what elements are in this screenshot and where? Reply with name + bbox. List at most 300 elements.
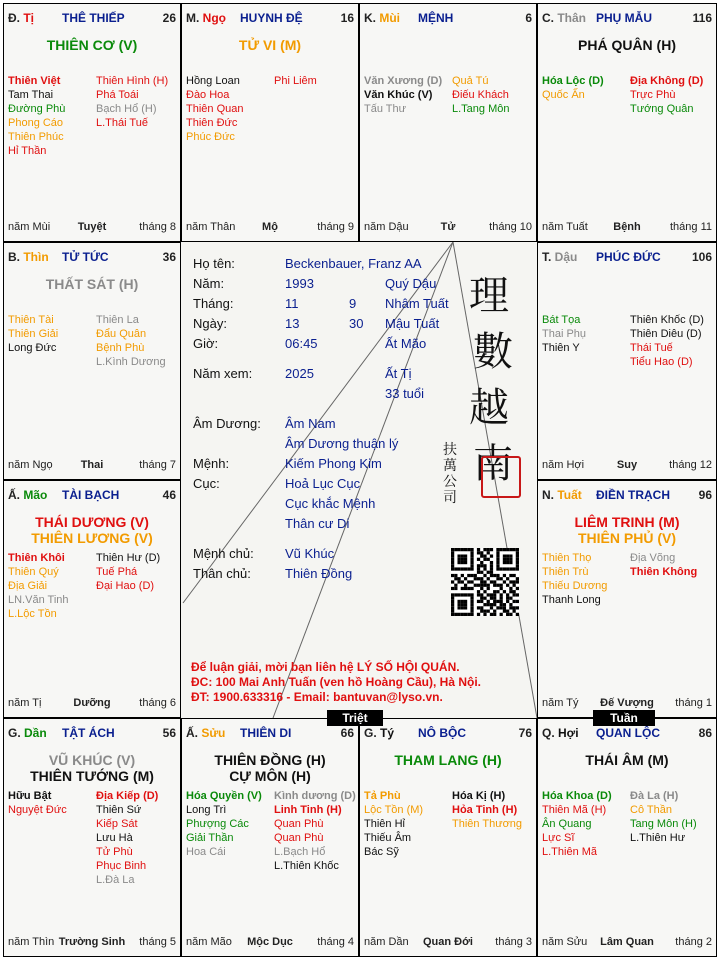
star-item: Thiên Quý: [8, 566, 59, 578]
palace-footer: [8, 221, 176, 235]
info-label: Họ tên:: [193, 256, 235, 271]
minor-stars-right: [274, 74, 317, 88]
palace-footer: [542, 459, 712, 473]
life-stage: Suy: [616, 459, 638, 471]
branch-label: N. Tuất: [542, 488, 582, 502]
palace-name: ĐIỀN TRẠCH: [596, 488, 670, 502]
star-item: Thiên Giải: [8, 328, 59, 340]
star-item: Hữu Bật: [8, 790, 52, 802]
info-value: Cục khắc Mệnh: [285, 496, 376, 511]
star-item: Cô Thần: [630, 804, 672, 816]
calligraphy-char: 南: [473, 441, 513, 487]
star-item: Phục Binh: [96, 860, 147, 872]
star-item: Linh Tinh (H): [274, 804, 342, 816]
main-star: THÁI DƯƠNG (V): [35, 514, 149, 530]
star-item: Thiên Quan: [186, 103, 244, 115]
star-item: Hồng Loan: [186, 75, 240, 87]
qr-code-image: [451, 548, 519, 616]
palace-name: NÔ BỘC: [418, 726, 466, 740]
main-star: THAM LANG (H): [394, 752, 502, 768]
star-item: Thiên Phúc: [8, 131, 64, 143]
palace-cell-mui: [359, 3, 537, 242]
star-item: Đẩu Quân: [96, 328, 147, 340]
branch-label: M. Ngọ: [186, 11, 226, 25]
palace-footer: [542, 697, 712, 711]
info-value: 13: [285, 316, 300, 331]
main-star: CỰ MÔN (H): [229, 768, 311, 784]
palace-header: [542, 488, 712, 504]
star-item: Văn Xương (D): [364, 75, 443, 87]
info-label: Cục:: [193, 476, 220, 491]
star-item: L.Đà La: [96, 874, 135, 886]
info-value: Âm Nam: [285, 416, 336, 431]
info-row: [193, 334, 433, 354]
star-item: Đào Hoa: [186, 89, 230, 101]
palace-age: 66: [340, 726, 354, 740]
minor-stars-left: [8, 551, 69, 621]
info-value: Kiếm Phong Kim: [285, 456, 382, 471]
info-value: 1993: [285, 276, 314, 291]
palace-name: THÊ THIẾP: [62, 11, 125, 25]
palace-age: 116: [692, 11, 712, 25]
minor-stars-left: [8, 789, 67, 817]
palace-header: [8, 488, 176, 504]
main-star: THIÊN ĐỒNG (H): [214, 752, 326, 768]
palace-name: HUYNH ĐỆ: [240, 11, 303, 25]
branch-label: G. Dần: [8, 726, 47, 740]
year-label: năm Hợi: [542, 459, 585, 471]
info-value: 06:45: [285, 336, 318, 351]
month-label: tháng 11: [669, 221, 712, 233]
palace-age: 96: [698, 488, 712, 502]
month-label: tháng 9: [317, 221, 354, 233]
palace-cell-tuat: [537, 480, 717, 718]
contact-info: [191, 660, 481, 705]
star-item: L.Thái Tuế: [96, 117, 148, 129]
calligraphy-char: 越: [469, 385, 509, 431]
star-item: Thiên Hỉ: [364, 818, 405, 830]
info-label: Ngày:: [193, 316, 227, 331]
year-label: năm Mùi: [8, 221, 51, 233]
triet-marker: Triệt: [327, 710, 383, 726]
star-item: L.Kình Dương: [96, 356, 166, 368]
palace-age: 36: [162, 250, 176, 264]
center-info-panel: [181, 242, 537, 718]
palace-header: [542, 250, 712, 266]
branch-label: Đ. Tị: [8, 11, 35, 25]
palace-header: [186, 726, 354, 742]
palace-name: TẬT ÁCH: [62, 726, 115, 740]
palace-name: THIÊN DI: [240, 726, 292, 740]
info-label: Năm:: [193, 276, 225, 291]
star-item: Thiên Đức: [186, 117, 238, 129]
star-item: Quốc Ấn: [542, 89, 585, 101]
palace-header: [542, 11, 712, 27]
minor-stars-right: [96, 789, 158, 887]
year-label: năm Tị: [8, 697, 42, 709]
star-item: Hóa Lộc (D): [542, 75, 604, 87]
info-row: [193, 364, 433, 384]
star-item: Thái Tuế: [630, 342, 673, 354]
palace-age: 16: [340, 11, 354, 25]
palace-footer: [186, 936, 354, 950]
branch-label: B. Thìn: [8, 250, 49, 264]
minor-stars-left: [186, 74, 243, 144]
info-row: [193, 494, 433, 514]
info-label: Thân chủ:: [193, 566, 251, 581]
minor-stars-right: [452, 789, 522, 831]
star-item: Thiên Không: [630, 566, 698, 578]
year-label: năm Thân: [186, 221, 236, 233]
star-item: Bạch Hổ (H): [96, 103, 157, 115]
star-item: Địa Giải: [8, 580, 48, 592]
palace-age: 86: [698, 726, 712, 740]
star-item: Tang Môn (H): [630, 818, 697, 830]
minor-stars-right: [630, 74, 703, 116]
palace-header: [364, 11, 532, 27]
palace-name: TỬ TỨC: [62, 250, 109, 264]
year-label: năm Mão: [186, 936, 232, 948]
star-item: Lộc Tồn (M): [364, 804, 424, 816]
palace-footer: [8, 936, 176, 950]
star-item: Phúc Đức: [186, 131, 235, 143]
palace-cell-ti: [3, 3, 181, 242]
star-item: Thai Phụ: [542, 328, 587, 340]
star-item: Đà La (H): [630, 790, 679, 802]
palace-cell-mao: [3, 480, 181, 718]
info-value: Hoả Lục Cục: [285, 476, 361, 491]
minor-stars-right: [630, 551, 697, 579]
minor-stars-right: [96, 74, 168, 130]
palace-footer: [186, 221, 354, 235]
info-row: [193, 544, 433, 564]
star-item: Tấu Thư: [364, 103, 407, 115]
main-star: THIÊN TƯỚNG (M): [30, 768, 154, 784]
palace-footer: [364, 221, 532, 235]
palace-age: 76: [518, 726, 532, 740]
info-value: 33 tuổi: [385, 386, 425, 401]
star-item: Hỏa Tinh (H): [452, 804, 518, 816]
palace-name: QUAN LỘC: [596, 726, 660, 740]
palace-footer: [8, 697, 176, 711]
star-item: L.Thiên Mã: [542, 846, 598, 858]
info-label: Giờ:: [193, 336, 219, 351]
star-item: Đường Phù: [8, 103, 66, 115]
palace-cell-thin: [3, 242, 181, 480]
month-label: tháng 4: [317, 936, 354, 948]
star-item: Tam Thai: [8, 89, 54, 101]
info-row: [193, 434, 433, 454]
life-stage: Tuyệt: [77, 221, 107, 233]
life-stage: Bệnh: [613, 221, 641, 233]
main-star: THIÊN CƠ (V): [46, 37, 138, 53]
year-label: năm Thìn: [8, 936, 55, 948]
palace-name: PHỤ MẪU: [596, 11, 652, 25]
star-item: L.Thiên Khốc: [274, 860, 339, 872]
branch-label: Q. Hợi: [542, 726, 579, 740]
info-row: [193, 514, 433, 534]
info-value: 2025: [285, 366, 314, 381]
month-label: tháng 6: [139, 697, 176, 709]
contact-phone-email[interactable]: ĐT: 1900.633316 - Email: bantuvan@lyso.vn.: [191, 690, 443, 704]
year-label: năm Dậu: [364, 221, 409, 233]
main-star: THIÊN LƯƠNG (V): [31, 530, 153, 546]
branch-label: Ấ. Mão: [8, 488, 48, 502]
star-item: Văn Khúc (V): [364, 89, 433, 101]
star-item: Tuế Phá: [96, 566, 138, 578]
star-item: Quả Tú: [452, 75, 489, 87]
star-item: Trực Phù: [630, 89, 676, 101]
info-value: Nhâm Tuất: [385, 296, 449, 311]
minor-stars-left: [364, 74, 442, 116]
minor-stars-left: [542, 789, 612, 859]
info-row: [193, 414, 433, 434]
star-item: Thiên Thọ: [542, 552, 592, 564]
info-value: 9: [349, 296, 357, 311]
minor-stars-right: [274, 789, 356, 873]
star-item: Phượng Các: [186, 818, 249, 830]
minor-stars-left: [542, 551, 607, 607]
star-item: Giải Thần: [186, 832, 234, 844]
branch-label: C. Thân: [542, 11, 587, 25]
month-label: tháng 2: [675, 936, 712, 948]
branch-label: K. Mùi: [364, 11, 401, 25]
minor-stars-left: [186, 789, 262, 859]
info-value: Mậu Tuất: [385, 316, 440, 331]
star-item: Ân Quang: [542, 818, 592, 830]
star-item: Hóa Kị (H): [452, 790, 506, 802]
star-item: Đại Hao (D): [96, 580, 155, 592]
info-row: [193, 564, 433, 584]
star-item: Điếu Khách: [452, 89, 509, 101]
star-item: Địa Không (D): [630, 75, 704, 87]
star-item: L.Tang Môn: [452, 103, 510, 115]
minor-stars-left: [542, 74, 604, 102]
info-label: Mệnh:: [193, 456, 230, 471]
info-row: [193, 454, 433, 474]
main-star: TỬ VI (M): [238, 37, 302, 53]
star-item: Thiên Diêu (D): [630, 328, 702, 340]
palace-cell-than: [537, 3, 717, 242]
star-item: Thiên Việt: [8, 75, 61, 87]
minor-stars-left: [8, 313, 58, 355]
star-item: Nguyệt Đức: [8, 804, 67, 816]
calligraphy-char: 理: [469, 273, 509, 319]
minor-stars-left: [542, 313, 586, 355]
month-label: tháng 12: [669, 459, 712, 471]
star-item: Hóa Quyền (V): [186, 790, 262, 802]
tuan-marker: Tuần: [593, 710, 655, 726]
info-value: Ất Mão: [385, 336, 427, 351]
star-item: Thiên Hư (D): [96, 552, 161, 564]
info-value: 30: [349, 316, 364, 331]
seal-text: 扶 萬 公 司: [443, 442, 457, 506]
month-label: tháng 10: [489, 221, 532, 233]
info-row: [193, 294, 449, 314]
palace-cell-dau: [537, 242, 717, 480]
star-item: Bác Sỹ: [364, 846, 399, 858]
star-item: Kiếp Sát: [96, 818, 138, 830]
minor-stars-left: [364, 789, 423, 859]
star-item: Lưu Hà: [96, 832, 133, 844]
info-row: [193, 384, 433, 404]
contact-address: ĐC: 100 Mai Anh Tuấn (ven hồ Hoàng Cầu), Hà Nội.: [191, 675, 482, 689]
star-item: L.Thiên Hư: [630, 832, 686, 844]
contact-line: Để luận giải, mời bạn liên hệ LÝ SỐ HỘI QUÁN.: [191, 660, 460, 674]
star-item: Thiên La: [96, 314, 139, 326]
info-value: Vũ Khúc: [285, 546, 335, 561]
minor-stars-right: [96, 551, 160, 593]
main-star: LIÊM TRINH (M): [574, 514, 680, 530]
info-row: [193, 314, 440, 334]
info-row: [193, 474, 433, 494]
star-item: Thiên Mã (H): [542, 804, 607, 816]
life-stage: Tử: [440, 221, 456, 233]
info-row: [193, 274, 437, 294]
life-stage: Mộc Dục: [247, 936, 293, 948]
info-value: Thiên Đồng: [285, 566, 353, 581]
star-item: Thiên Hình (H): [96, 75, 169, 87]
star-item: Quan Phù: [274, 818, 324, 830]
info-label: Tháng:: [193, 296, 234, 311]
palace-footer: [364, 936, 532, 950]
palace-header: [542, 726, 712, 742]
palace-name: PHÚC ĐỨC: [596, 250, 661, 264]
palace-header: [8, 11, 176, 27]
palace-age: 26: [162, 11, 176, 25]
palace-name: TÀI BẠCH: [62, 488, 120, 502]
life-stage: Trường Sinh: [58, 936, 126, 948]
year-label: năm Dần: [364, 936, 409, 948]
palace-cell-suu: [181, 718, 359, 957]
palace-header: [8, 250, 176, 266]
palace-footer: [8, 459, 176, 473]
star-item: LN.Văn Tinh: [8, 594, 69, 606]
month-label: tháng 7: [139, 459, 176, 471]
star-item: Quan Phù: [274, 832, 324, 844]
year-label: năm Tý: [542, 697, 579, 709]
palace-cell-hoi: [537, 718, 717, 957]
minor-stars-left: [8, 74, 65, 158]
palace-header: [364, 726, 532, 742]
palace-cell-dan: [3, 718, 181, 957]
star-item: Bát Tọa: [542, 314, 581, 326]
star-item: Tướng Quân: [630, 103, 694, 115]
calligraphy-char: 數: [473, 329, 513, 375]
info-label: Năm xem:: [193, 366, 253, 381]
branch-label: G. Tý: [364, 726, 395, 740]
palace-footer: [542, 221, 712, 235]
star-item: Thiếu Dương: [542, 580, 608, 592]
palace-cell-ngo: [181, 3, 359, 242]
star-item: Long Đức: [8, 342, 57, 354]
palace-name: MỆNH: [418, 11, 454, 25]
main-star: THẤT SÁT (H): [45, 276, 139, 292]
info-value: Thân cư Di: [285, 516, 350, 531]
life-stage: Đế Vượng: [600, 697, 654, 709]
star-item: Lực Sĩ: [542, 832, 575, 844]
star-item: Bệnh Phù: [96, 342, 145, 354]
main-star: THIÊN PHỦ (V): [578, 530, 676, 546]
life-stage: Mộ: [262, 221, 278, 233]
life-stage: Thai: [80, 459, 104, 471]
branch-label: Ấ. Sửu: [186, 726, 226, 740]
info-value: Ất Tị: [385, 366, 412, 381]
month-label: tháng 1: [675, 697, 712, 709]
minor-stars-right: [630, 313, 704, 369]
star-item: Phá Toái: [96, 89, 139, 101]
life-stage: Lâm Quan: [600, 936, 654, 948]
star-item: Địa Võng: [630, 552, 676, 564]
star-item: Kình dương (D): [274, 790, 356, 802]
year-label: năm Tuất: [542, 221, 588, 233]
star-item: Tả Phù: [364, 790, 401, 802]
star-item: Thiên Y: [542, 342, 580, 354]
star-item: Phi Liêm: [274, 75, 317, 87]
star-item: Thiên Sứ: [96, 804, 142, 816]
year-label: năm Ngọ: [8, 459, 53, 471]
star-item: Thiếu Âm: [364, 832, 412, 844]
month-label: tháng 3: [495, 936, 532, 948]
info-value: Quý Dậu: [385, 276, 437, 291]
palace-age: 46: [162, 488, 176, 502]
star-item: Tiểu Hao (D): [630, 356, 693, 368]
life-stage: Quan Đới: [423, 936, 473, 948]
palace-age: 106: [691, 250, 712, 264]
month-label: tháng 8: [139, 221, 176, 233]
info-label: Âm Dương:: [193, 416, 261, 431]
star-item: Hỉ Thần: [8, 145, 47, 157]
info-label: Mệnh chủ:: [193, 546, 254, 561]
star-item: L.Bạch Hổ: [274, 846, 326, 858]
palace-age: 6: [525, 11, 532, 25]
palace-cell-ty: [359, 718, 537, 957]
star-item: Thiên Khốc (D): [630, 314, 704, 326]
star-item: Thiên Khôi: [8, 552, 65, 564]
palace-age: 56: [162, 726, 176, 740]
star-item: Địa Kiếp (D): [96, 790, 159, 802]
branch-label: T. Dậu: [542, 250, 578, 264]
palace-header: [186, 11, 354, 27]
star-item: Long Trì: [186, 804, 227, 816]
palace-footer: [542, 936, 712, 950]
star-item: Thiên Tài: [8, 314, 54, 326]
palace-header: [8, 726, 176, 742]
star-item: Tử Phù: [96, 846, 133, 858]
star-item: Hoa Cái: [186, 846, 226, 858]
main-star: VŨ KHÚC (V): [48, 752, 136, 768]
minor-stars-right: [452, 74, 509, 116]
star-item: L.Lộc Tồn: [8, 608, 57, 620]
red-seal: [481, 456, 521, 498]
star-item: Thiên Thương: [452, 818, 523, 830]
minor-stars-right: [96, 313, 166, 369]
star-item: Hóa Khoa (D): [542, 790, 612, 802]
year-label: năm Sửu: [542, 936, 588, 948]
star-item: Phong Cáo: [8, 117, 64, 129]
month-label: tháng 5: [139, 936, 176, 948]
main-star: PHÁ QUÂN (H): [578, 37, 676, 53]
info-row: [193, 254, 433, 274]
minor-stars-right: [630, 789, 697, 845]
info-value: 11: [285, 296, 299, 311]
star-item: Thanh Long: [542, 594, 601, 606]
info-value: Beckenbauer, Franz AA: [285, 256, 422, 271]
info-value: Âm Dương thuận lý: [285, 436, 399, 451]
main-star: THÁI ÂM (M): [585, 752, 669, 768]
star-item: Thiên Trù: [542, 566, 589, 578]
life-stage: Dưỡng: [73, 697, 111, 709]
